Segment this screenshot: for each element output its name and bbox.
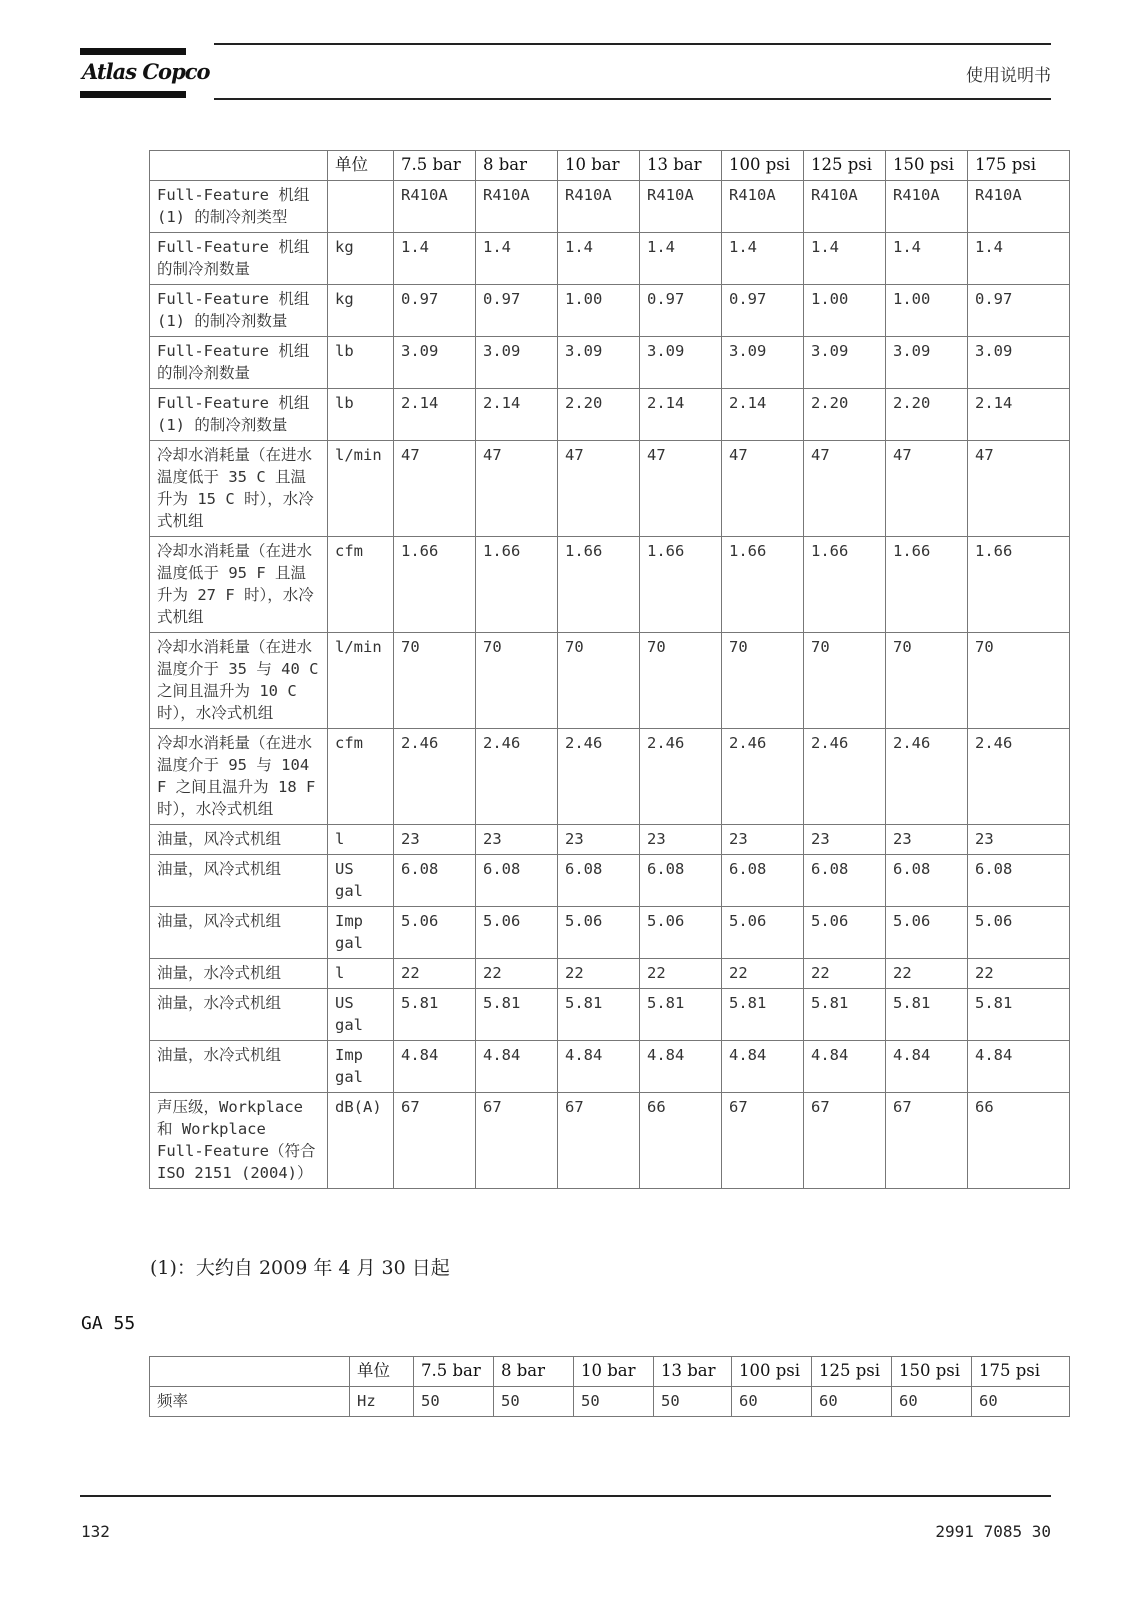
value-cell: 47: [804, 441, 886, 537]
table-row: [150, 989, 1070, 1041]
value-cell: 2.46: [804, 729, 886, 825]
value-cell: 22: [886, 959, 968, 989]
value-cell: 2.46: [476, 729, 558, 825]
value-cell: 5.81: [394, 989, 476, 1041]
value-cell: 2.46: [722, 729, 804, 825]
value-cell: 47: [722, 441, 804, 537]
value-cell: 47: [640, 441, 722, 537]
unit-cell: US gal: [328, 855, 394, 907]
table-row: [150, 285, 1070, 337]
table-row: [150, 855, 1070, 907]
value-cell: 23: [640, 825, 722, 855]
parameter-cell: Full-Feature 机组的制冷剂数量: [150, 337, 328, 389]
value-cell: 23: [968, 825, 1070, 855]
value-cell: 1.4: [394, 233, 476, 285]
unit-cell: l: [328, 959, 394, 989]
value-cell: 50: [414, 1387, 494, 1417]
parameter-cell: Full-Feature 机组的制冷剂数量: [150, 233, 328, 285]
table-row: [150, 537, 1070, 633]
value-cell: 23: [722, 825, 804, 855]
value-cell: 5.81: [722, 989, 804, 1041]
column-header-pressure: 175 psi: [972, 1357, 1070, 1387]
value-cell: 4.84: [804, 1041, 886, 1093]
value-cell: 70: [394, 633, 476, 729]
value-cell: 70: [476, 633, 558, 729]
document-number: 2991 7085 30: [935, 1522, 1051, 1541]
value-cell: 5.06: [476, 907, 558, 959]
value-cell: 70: [640, 633, 722, 729]
value-cell: 1.66: [558, 537, 640, 633]
value-cell: 1.4: [640, 233, 722, 285]
value-cell: 23: [804, 825, 886, 855]
value-cell: 67: [886, 1093, 968, 1189]
value-cell: 1.00: [558, 285, 640, 337]
value-cell: R410A: [640, 181, 722, 233]
value-cell: 3.09: [640, 337, 722, 389]
value-cell: 2.14: [476, 389, 558, 441]
value-cell: 0.97: [968, 285, 1070, 337]
parameter-cell: 冷却水消耗量（在进水温度低于 35 C 且温升为 15 C 时），水冷式机组: [150, 441, 328, 537]
unit-cell: US gal: [328, 989, 394, 1041]
value-cell: 5.81: [804, 989, 886, 1041]
parameter-cell: 冷却水消耗量（在进水温度介于 35 与 40 C 之间且温升为 10 C 时），水冷式机组: [150, 633, 328, 729]
value-cell: 2.46: [394, 729, 476, 825]
value-cell: 47: [476, 441, 558, 537]
value-cell: 22: [968, 959, 1070, 989]
value-cell: 1.66: [968, 537, 1070, 633]
value-cell: 50: [654, 1387, 732, 1417]
value-cell: 67: [394, 1093, 476, 1189]
value-cell: 0.97: [640, 285, 722, 337]
logo-bar-top: [80, 48, 186, 55]
value-cell: 1.4: [968, 233, 1070, 285]
value-cell: 1.66: [476, 537, 558, 633]
table-row: [150, 441, 1070, 537]
value-cell: 0.97: [476, 285, 558, 337]
unit-cell: Imp gal: [328, 907, 394, 959]
value-cell: 1.4: [804, 233, 886, 285]
table-header-row: [150, 151, 1070, 181]
value-cell: 5.81: [640, 989, 722, 1041]
unit-cell: l/min: [328, 633, 394, 729]
footnote: (1)：大约自 2009 年 4 月 30 日起: [150, 1257, 450, 1279]
table-row: [150, 729, 1070, 825]
value-cell: 0.97: [722, 285, 804, 337]
value-cell: 2.14: [722, 389, 804, 441]
column-header-pressure: 125 psi: [812, 1357, 892, 1387]
value-cell: 66: [640, 1093, 722, 1189]
value-cell: 2.46: [968, 729, 1070, 825]
value-cell: 70: [722, 633, 804, 729]
value-cell: 47: [968, 441, 1070, 537]
column-header-parameter: [150, 151, 328, 181]
column-header-pressure: 10 bar: [558, 151, 640, 181]
value-cell: 70: [886, 633, 968, 729]
value-cell: 1.00: [886, 285, 968, 337]
column-header-pressure: 100 psi: [732, 1357, 812, 1387]
value-cell: 6.08: [722, 855, 804, 907]
column-header-pressure: 125 psi: [804, 151, 886, 181]
value-cell: 1.66: [722, 537, 804, 633]
value-cell: 3.09: [804, 337, 886, 389]
table-row: [150, 907, 1070, 959]
value-cell: 2.20: [804, 389, 886, 441]
unit-cell: lb: [328, 337, 394, 389]
value-cell: R410A: [558, 181, 640, 233]
unit-cell: kg: [328, 285, 394, 337]
value-cell: 4.84: [640, 1041, 722, 1093]
value-cell: 66: [968, 1093, 1070, 1189]
unit-cell: cfm: [328, 537, 394, 633]
parameter-cell: 冷却水消耗量（在进水温度低于 95 F 且温升为 27 F 时），水冷式机组: [150, 537, 328, 633]
column-header-pressure: 100 psi: [722, 151, 804, 181]
unit-cell: kg: [328, 233, 394, 285]
unit-cell: lb: [328, 389, 394, 441]
value-cell: 22: [394, 959, 476, 989]
unit-cell: cfm: [328, 729, 394, 825]
column-header-pressure: 150 psi: [886, 151, 968, 181]
column-header-pressure: 7.5 bar: [394, 151, 476, 181]
column-header-pressure: 13 bar: [654, 1357, 732, 1387]
value-cell: 1.66: [886, 537, 968, 633]
parameter-cell: 声压级，Workplace 和 Workplace Full-Feature（符合 ISO 2151 (2004)）: [150, 1093, 328, 1189]
value-cell: 3.09: [722, 337, 804, 389]
value-cell: 60: [732, 1387, 812, 1417]
unit-cell: l/min: [328, 441, 394, 537]
column-header-pressure: 150 psi: [892, 1357, 972, 1387]
value-cell: 23: [476, 825, 558, 855]
value-cell: 1.4: [886, 233, 968, 285]
value-cell: 5.06: [394, 907, 476, 959]
table-row: [150, 959, 1070, 989]
value-cell: 5.81: [558, 989, 640, 1041]
value-cell: 1.4: [722, 233, 804, 285]
value-cell: 5.81: [968, 989, 1070, 1041]
value-cell: 5.81: [886, 989, 968, 1041]
value-cell: 6.08: [968, 855, 1070, 907]
parameter-cell: 频率: [150, 1387, 350, 1417]
parameter-cell: Full-Feature 机组(1) 的制冷剂类型: [150, 181, 328, 233]
value-cell: 22: [640, 959, 722, 989]
value-cell: 67: [722, 1093, 804, 1189]
table-row: [150, 1041, 1070, 1093]
value-cell: 6.08: [886, 855, 968, 907]
column-header-pressure: 10 bar: [574, 1357, 654, 1387]
page-number: 132: [81, 1522, 110, 1541]
table-row: [150, 181, 1070, 233]
value-cell: 4.84: [476, 1041, 558, 1093]
parameter-cell: 油量，水冷式机组: [150, 959, 328, 989]
parameter-cell: 油量，水冷式机组: [150, 1041, 328, 1093]
value-cell: 47: [394, 441, 476, 537]
value-cell: 1.4: [558, 233, 640, 285]
value-cell: 22: [476, 959, 558, 989]
table-row: [150, 233, 1070, 285]
column-header-pressure: 175 psi: [968, 151, 1070, 181]
value-cell: 3.09: [886, 337, 968, 389]
value-cell: 60: [972, 1387, 1070, 1417]
header-rule-bottom: [214, 98, 1051, 100]
parameter-cell: 冷却水消耗量（在进水温度介于 95 与 104 F 之间且温升为 18 F 时），水冷式机组: [150, 729, 328, 825]
header-rule-top: [214, 43, 1051, 45]
value-cell: 23: [394, 825, 476, 855]
value-cell: 2.14: [968, 389, 1070, 441]
table-row: [150, 337, 1070, 389]
column-header-pressure: 8 bar: [476, 151, 558, 181]
value-cell: 70: [804, 633, 886, 729]
parameter-cell: Full-Feature 机组(1) 的制冷剂数量: [150, 285, 328, 337]
document-title: 使用说明书: [966, 66, 1051, 86]
table-row: [150, 1093, 1070, 1189]
spec-table-ga-previous: [149, 150, 1070, 1189]
logo-text: Atlas Copco: [82, 59, 210, 84]
parameter-cell: 油量，风冷式机组: [150, 855, 328, 907]
value-cell: 1.4: [476, 233, 558, 285]
value-cell: 60: [812, 1387, 892, 1417]
value-cell: 2.20: [558, 389, 640, 441]
value-cell: 47: [886, 441, 968, 537]
column-header-pressure: 13 bar: [640, 151, 722, 181]
value-cell: 6.08: [804, 855, 886, 907]
value-cell: 67: [804, 1093, 886, 1189]
table-row: [150, 1387, 1070, 1417]
value-cell: 5.06: [722, 907, 804, 959]
value-cell: 4.84: [968, 1041, 1070, 1093]
value-cell: 4.84: [394, 1041, 476, 1093]
value-cell: 67: [558, 1093, 640, 1189]
value-cell: 5.06: [804, 907, 886, 959]
value-cell: 1.66: [640, 537, 722, 633]
value-cell: 5.81: [476, 989, 558, 1041]
value-cell: 4.84: [558, 1041, 640, 1093]
column-header-pressure: 7.5 bar: [414, 1357, 494, 1387]
column-header-pressure: 8 bar: [494, 1357, 574, 1387]
value-cell: 2.46: [640, 729, 722, 825]
column-header-parameter: [150, 1357, 350, 1387]
value-cell: R410A: [476, 181, 558, 233]
unit-cell: Hz: [350, 1387, 414, 1417]
column-header-unit: 单位: [328, 151, 394, 181]
value-cell: 22: [722, 959, 804, 989]
value-cell: 0.97: [394, 285, 476, 337]
value-cell: 1.66: [804, 537, 886, 633]
value-cell: 3.09: [968, 337, 1070, 389]
value-cell: 47: [558, 441, 640, 537]
value-cell: 50: [494, 1387, 574, 1417]
table-row: [150, 389, 1070, 441]
value-cell: 67: [476, 1093, 558, 1189]
value-cell: 2.46: [886, 729, 968, 825]
value-cell: R410A: [804, 181, 886, 233]
section-title-ga55: GA 55: [81, 1313, 136, 1334]
value-cell: 70: [968, 633, 1070, 729]
value-cell: 70: [558, 633, 640, 729]
column-header-unit: 单位: [350, 1357, 414, 1387]
value-cell: 2.14: [640, 389, 722, 441]
value-cell: 3.09: [476, 337, 558, 389]
value-cell: 6.08: [394, 855, 476, 907]
value-cell: R410A: [886, 181, 968, 233]
value-cell: 22: [558, 959, 640, 989]
unit-cell: Imp gal: [328, 1041, 394, 1093]
unit-cell: l: [328, 825, 394, 855]
value-cell: 2.46: [558, 729, 640, 825]
value-cell: 5.06: [886, 907, 968, 959]
value-cell: 4.84: [886, 1041, 968, 1093]
value-cell: 5.06: [558, 907, 640, 959]
parameter-cell: 油量，水冷式机组: [150, 989, 328, 1041]
spec-table-ga55: [149, 1356, 1070, 1417]
parameter-cell: 油量，风冷式机组: [150, 825, 328, 855]
table-row: [150, 633, 1070, 729]
value-cell: R410A: [722, 181, 804, 233]
value-cell: 2.14: [394, 389, 476, 441]
value-cell: 3.09: [558, 337, 640, 389]
value-cell: 6.08: [640, 855, 722, 907]
value-cell: R410A: [394, 181, 476, 233]
atlas-copco-logo: [80, 48, 210, 100]
value-cell: 5.06: [968, 907, 1070, 959]
logo-bar-bottom: [80, 91, 186, 98]
table-row: [150, 825, 1070, 855]
value-cell: 60: [892, 1387, 972, 1417]
table-header-row: [150, 1357, 1070, 1387]
value-cell: 50: [574, 1387, 654, 1417]
value-cell: R410A: [968, 181, 1070, 233]
value-cell: 23: [558, 825, 640, 855]
parameter-cell: 油量，风冷式机组: [150, 907, 328, 959]
value-cell: 6.08: [476, 855, 558, 907]
unit-cell: dB(A): [328, 1093, 394, 1189]
value-cell: 6.08: [558, 855, 640, 907]
value-cell: 4.84: [722, 1041, 804, 1093]
value-cell: 22: [804, 959, 886, 989]
value-cell: 23: [886, 825, 968, 855]
value-cell: 3.09: [394, 337, 476, 389]
unit-cell: [328, 181, 394, 233]
value-cell: 5.06: [640, 907, 722, 959]
value-cell: 1.66: [394, 537, 476, 633]
footer-rule: [80, 1495, 1051, 1497]
parameter-cell: Full-Feature 机组(1) 的制冷剂数量: [150, 389, 328, 441]
value-cell: 1.00: [804, 285, 886, 337]
value-cell: 2.20: [886, 389, 968, 441]
